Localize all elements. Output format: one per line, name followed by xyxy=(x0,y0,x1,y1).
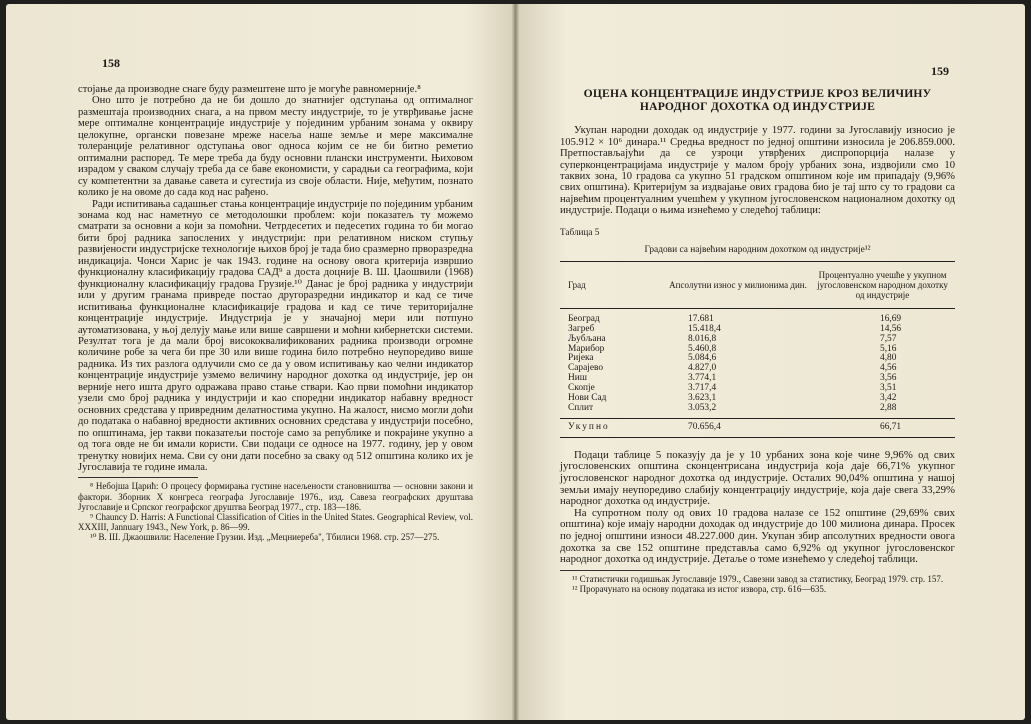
table-cell-percent: 16,69 xyxy=(880,313,902,324)
footnote-8: ⁸ Небојша Царић: О процесу формирања густине насељености становништва — основни закони и фактори. Зборник X конгреса географа Југославије 1976., изд. Савеза географских друштава Југославије и Српског географског друштва Београд 1977., стр. 183—186. xyxy=(78,481,473,512)
table-cell-percent: 3,51 xyxy=(880,383,897,394)
section-title: ОЦЕНА КОНЦЕНТРАЦИЈЕ ИНДУСТРИЈЕ КРОЗ ВЕЛИЧИНУ НАРОДНОГ ДОХОТКА ОД ИНДУСТРИЈЕ xyxy=(583,87,932,113)
table-cell-percent: 3,42 xyxy=(880,393,897,404)
table-cell-city: Скопје xyxy=(568,383,595,394)
table-cell-absolute: 17.681 xyxy=(688,313,714,324)
left-paragraph-3: Ради испитивања садашњег стања концентрације индустрије по појединим урбаним зонама код нас наметнуо се методолошки проблем: који показатељ ту можемо сматрати за основни а који за помоћни. Четрдесетих и педесетих година то би могао бити број радника запослених у индустрији: при релативном ниском ступњу развијености индустријске технологије њихов број је тада био сразмерно прворазредна индикација. Чонси Харис је чак 1943. године на основу овога критерија извршио функционалну класификацију градова САД⁹ а доста доцније В. Ш. Џаошвили (1968) функционалну класификацију градова Грузије.¹⁰ Данас је број радника у индустрији или у другим гранама привреде постао другоразредни индикатор и кад се тиче испитивања функционалне класификације градова и кад се тиче територијалне концентрације индустрије. Индустрија је у значајној мери или потпуно аутоматизована, у њој делују мање или више савршени и моћни кибернетски системи. Резултат тога је да мали број висококвалификованих радника производи огромне количине робе за чега би пре 30 или више година било потребно неупоредиво више радника. Из тих разлога одлучили смо се да у овом испитивању као челни индикатор концентрације индустрије узмемо величину народног дохотка од индустрије, јер он верније него ишта друго одражава право стање ствари. Као први помоћни индикатор узели смо број радника у индустрији и као споредни индикатор набавну вредност основних средстава у привредним делатностима укупно. На жалост, нисмо могли доћи до података о набавној вредности активних основних средстава у индустрији посебно, по општинама, јер такви показатељи постоје само за републике и покрајине укупно а од тога овде не би имали користи. Сви подаци се односе на 1977. годину, јер у овом тренутку новијих нема. Сви су они дати посебно за сваку од 512 општина колико их је Југославија те године имала. xyxy=(78,198,473,473)
column-header-city: Град xyxy=(560,261,666,308)
table-total-row xyxy=(560,418,955,437)
table-cell-percent: 14,56 xyxy=(880,323,902,334)
table-cell-city: Нови Сад xyxy=(568,393,607,404)
table-cell-absolute: 5.460,8 xyxy=(688,343,717,354)
right-page xyxy=(516,4,1025,720)
table-cell-city: Сарајево xyxy=(568,363,604,374)
right-body-after-table xyxy=(560,450,955,566)
page-number-right: 159 xyxy=(931,64,949,78)
table-subtitle: Градови са највећим народним дохотком од индустрије¹² xyxy=(644,244,871,255)
book-spread xyxy=(6,4,1025,720)
footnote-9: ⁹ Chauncy D. Harris: A Functional Classification of Cities in the United States. Geographical Review, vol. XXXIII, Jannuary 1943., New York, p. 86—99. xyxy=(78,512,473,533)
cities-income-table xyxy=(560,261,955,438)
table-cell-absolute: 3.774,1 xyxy=(688,373,717,384)
table-cell-city: Марибор xyxy=(568,343,605,354)
column-header-percent: Процентуално учешће у укупном југословенском народном дохотку од индустрије xyxy=(810,261,955,308)
page-number-left: 158 xyxy=(102,56,120,70)
table-header-row xyxy=(560,261,955,308)
table-cell-absolute: 15.418,4 xyxy=(688,323,721,334)
table-total-percent: 66,71 xyxy=(810,418,955,437)
left-paragraph-2: Оно што је потребно да не би дошло до знатнијег одступања од оптималног размештаја производних снага, а на првом месту индустрије, то је утврђивање јасне мере оптималне концентрације индустрије у појединим урбаним зонама у оквиру целокупне, органски повезане мреже насеља наше земље и мере максималне толеранције релативног одступања овог односа којим се не би битно реметио оптимални распоред. Те мере треба да буду основни плански инструменти. Њиховом израдом у сваком случају треба да се баве економисти, у сарадњи са географима, који су компетентни за давање савета и сугестија из своје области. Није, међутим, познато колико је на овоме до сада код нас рађено. xyxy=(78,95,473,199)
table-cell-city: Ријека xyxy=(568,353,594,364)
right-intro xyxy=(560,125,955,217)
left-paragraph-1: стојање да производне снаге буду размештене што је могуће равномерније.⁸ xyxy=(78,84,421,95)
table-cell-city: Љубљана xyxy=(568,333,606,344)
table-cell-absolute: 5.084,6 xyxy=(688,353,717,364)
table-cell-city: Ниш xyxy=(568,373,588,384)
column-header-absolute: Апсолутни износ у милионима дин. xyxy=(666,261,810,308)
table-cell-absolute: 8.016,8 xyxy=(688,333,717,344)
footnote-12: ¹² Прорачунато на основу података из истог извора, стр. 616—635. xyxy=(572,583,827,594)
table-cell-absolute: 3.717,4 xyxy=(688,383,717,394)
right-paragraph-intro: Укупан народни доходак од индустрије у 1977. години за Југославију износио је 105.912 × 10⁶ динара.¹¹ Средња вредност по једној општини износила је 206.859.000. Претпостављајући да се узроци утврђених диспропорција налазе у суперконцентрацијама индустрије у малом броју урбаних зона, издвојили смо 10 таквих зона, 10 градова са укупно 51 градском општином које им припадају (9,96% свих општина). Критеријум за издвајање ових градова био је тај што су то градови са највећим процентуалним учешћем у укупном југословенском националном дохотку од индустрије. Подаци о њима изнећемо у следећој таблици: xyxy=(560,125,955,217)
table-total-absolute: 70.656,4 xyxy=(666,418,810,437)
right-paragraph-after-2: На супротном полу од ових 10 градова налазе се 152 општине (29,69% свих општина) које имају народни доходак од индустрије до 100 милиона динара. Просек по једној општини износи 48.227.000 дин. Укупан збир апсолутних вредности овога дохотка за све 152 општине представља само 6,92% од укупног југословенског народног дохотка од индустрије. Детаље о томе изнећемо у следећој таблици. xyxy=(560,506,955,566)
left-body-text xyxy=(78,84,473,473)
table-cell-absolute: 3.053,2 xyxy=(688,402,717,413)
table-cell-city: Сплит xyxy=(568,402,594,413)
table-cell-absolute: 3.623,1 xyxy=(688,393,717,404)
footnote-10: ¹⁰ В. Ш. Джаошвили: Население Грузии. Изд. „Мецниереба", Тбилиси 1968. стр. 257—275. xyxy=(90,532,440,543)
left-page xyxy=(6,4,515,720)
footnote-11: ¹¹ Статистички годишњак Југославије 1979., Савезни завод за статистику, Београд 1979. стр. 157. xyxy=(572,573,944,584)
table-row xyxy=(560,308,955,324)
table-cell-city: Загреб xyxy=(568,323,595,334)
right-paragraph-after-1: Подаци таблице 5 показују да је у 10 урбаних зона које чине 9,96% од свих југословенских општина сконцентрисана индустрија која даје 66,71% укупног југословенског народног дохотка од индустрије. Осталих 90,04% општина у нашој земљи имају неупоредиво слабију концентрацију индустрије, која даје свега 33,29% народног дохотка од индустрије. xyxy=(560,448,955,508)
footnote-rule-right xyxy=(560,570,680,571)
table-row xyxy=(560,404,955,418)
table-cell-city: Београд xyxy=(568,313,600,324)
table-cell-percent: 3,56 xyxy=(880,373,897,384)
table-cell-percent: 4,56 xyxy=(880,363,897,374)
table-cell-percent: 7,57 xyxy=(880,333,897,344)
table-cell-absolute: 4.827,0 xyxy=(688,363,717,374)
table-caption: Таблица 5 xyxy=(560,226,600,237)
footnote-rule-left xyxy=(78,477,198,478)
table-cell-percent: 2,88 xyxy=(880,402,897,413)
table-cell-percent: 5,16 xyxy=(880,343,897,354)
table-cell-percent: 4,80 xyxy=(880,353,897,364)
table-total-label: Укупно xyxy=(560,418,666,437)
